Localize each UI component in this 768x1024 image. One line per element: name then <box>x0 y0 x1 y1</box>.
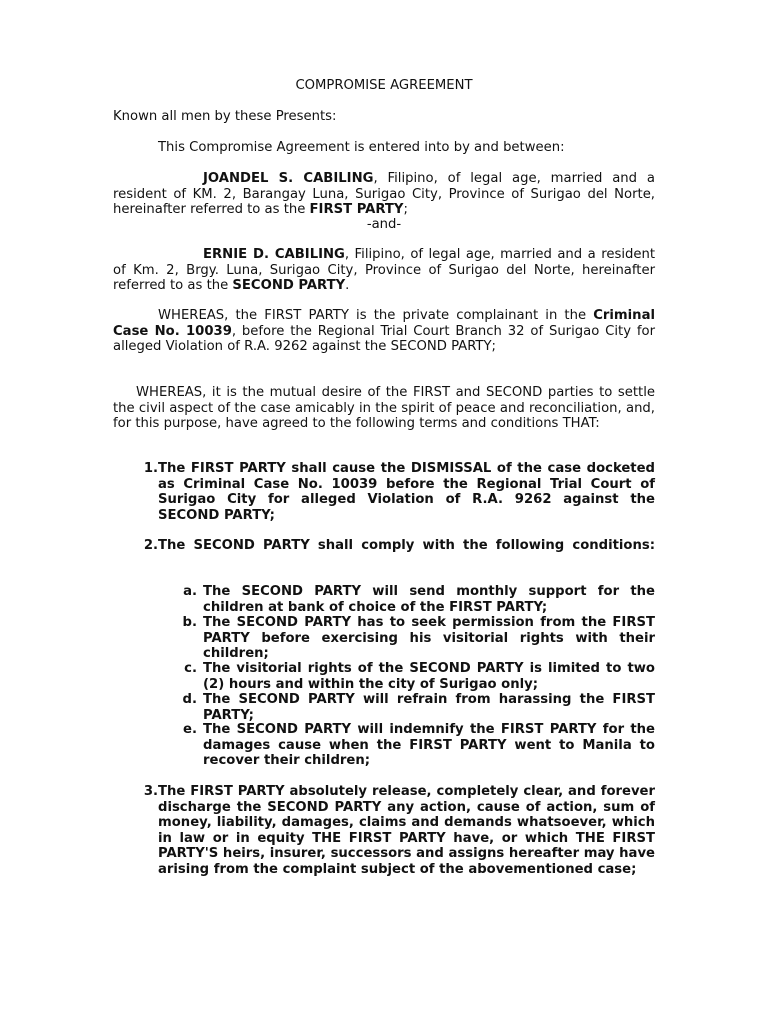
condition-text: The visitorial rights of the SECOND PARTY is limited to two (2) hours and within the city of Surigao only; <box>203 661 655 692</box>
salutation: Known all men by these Presents: <box>113 109 337 124</box>
party-separator: -and- <box>366 217 402 232</box>
first-party-role: FIRST PARTY <box>309 202 404 217</box>
first-party-paragraph <box>113 171 655 218</box>
condition-item-c <box>113 661 655 693</box>
first-party-end: ; <box>403 202 408 217</box>
term-number: 1. <box>143 461 158 476</box>
condition-letter: e. <box>183 722 197 737</box>
second-party-name: ERNIE D. CABILING <box>203 247 345 262</box>
condition-item-d <box>113 692 655 724</box>
criminal-case-number: Criminal Case No. 10039 <box>113 308 655 339</box>
term-number: 3. <box>143 784 158 799</box>
condition-text: The SECOND PARTY has to seek permission from the FIRST PARTY before exercising his visitorial rights with their children; <box>203 615 655 662</box>
first-party-name: JOANDEL S. CABILING <box>203 171 374 186</box>
term-text: The SECOND PARTY shall comply with the following conditions: <box>158 538 655 553</box>
document-title: COMPROMISE AGREEMENT <box>295 78 473 93</box>
term-item-3 <box>113 784 655 910</box>
condition-letter: a. <box>183 584 197 599</box>
term-number: 2. <box>143 538 158 553</box>
condition-text: The SECOND PARTY will refrain from harassing the FIRST PARTY; <box>203 692 655 723</box>
whereas-1-after: , before the Regional Trial Court Branch 32 of Surigao City for alleged Violation of R.A. 9262 against the SECOND PARTY; <box>113 323 655 354</box>
whereas-1-before: WHEREAS, the FIRST PARTY is the private complainant in the <box>158 308 594 323</box>
condition-text: The SECOND PARTY will send monthly support for the children at bank of choice of the FIRST PARTY; <box>203 584 655 615</box>
whereas-paragraph-1 <box>113 308 655 355</box>
second-party-paragraph <box>113 247 655 294</box>
second-party-role: SECOND PARTY <box>232 278 346 293</box>
condition-item-e <box>113 722 655 769</box>
first-party-text: , Filipino, of legal age, married and a resident of KM. 2, Barangay Luna, Surigao City, Province of Surigao del Norte, hereinafter referred to as the <box>113 171 655 217</box>
condition-item-a <box>113 584 655 616</box>
term-item-2 <box>113 538 655 570</box>
condition-item-b <box>113 615 655 662</box>
term-text: The FIRST PARTY shall cause the DISMISSAL of the case docketed as Criminal Case No. 10039 before the Regional Trial Court of Surigao City for alleged Violation of R.A. 9262 against the SECOND PARTY; <box>158 461 655 523</box>
condition-letter: d. <box>182 692 197 707</box>
term-text: The FIRST PARTY absolutely release, completely clear, and forever discharge the SECOND PARTY any action, cause of action, sum of money, liability, damages, claims and demands whatsoever, which in law or in equity THE FIRST PARTY have, or which THE FIRST PARTY'S heirs, insurer, successors and assigns hereafter may have arising from the complaint subject of the abovementioned case; <box>158 784 655 877</box>
whereas-paragraph-2: WHEREAS, it is the mutual desire of the FIRST and SECOND parties to settle the civil aspect of the case amicably in the spirit of peace and reconciliation, and, for this purpose, have agreed to the following terms and conditions THAT: <box>113 385 655 431</box>
second-party-end: . <box>345 278 350 293</box>
second-party-text: , Filipino, of legal age, married and a resident of Km. 2, Brgy. Luna, Surigao City, Province of Surigao del Norte, hereinafter referred to as the <box>113 247 655 293</box>
condition-text: The SECOND PARTY will indemnify the FIRST PARTY for the damages cause when the FIRST PARTY went to Manila to recover their children; <box>203 722 655 769</box>
intro-paragraph: This Compromise Agreement is entered into by and between: <box>158 140 565 155</box>
condition-letter: c. <box>184 661 197 676</box>
term-item-1 <box>113 461 655 523</box>
condition-letter: b. <box>182 615 197 630</box>
